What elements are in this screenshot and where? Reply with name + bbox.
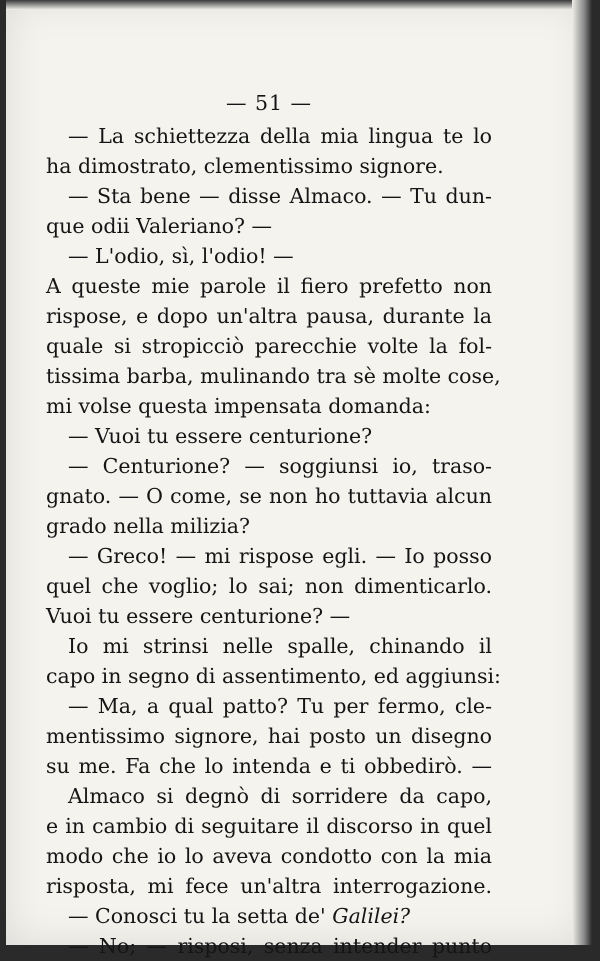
text-line-content: — Centurione? — soggiunsi io, traso- — [68, 454, 492, 478]
page-number: — 51 — — [225, 91, 313, 115]
text-line — [46, 691, 492, 721]
text-line-content: Almaco si degnò di sorridere da capo, — [68, 784, 492, 808]
text-line — [46, 391, 492, 421]
italic-word: Galilei? — [332, 904, 411, 928]
text-line-content: quel che voglio; lo sai; non dimenticarlo. — [46, 574, 492, 598]
text-line-content: — Sta bene — disse Almaco. — Tu dun- — [68, 184, 492, 208]
text-line-content: que odii Valeriano? — — [46, 214, 273, 238]
text-line-content: mentissimo signore, hai posto un disegno — [46, 724, 492, 748]
text-line — [46, 631, 492, 661]
text-line-content: gnato. — O come, se non ho tuttavia alcun — [46, 484, 492, 508]
text-line — [46, 181, 492, 211]
text-line — [46, 331, 492, 361]
text-line-content: su me. Fa che lo intenda e ti obbedirò. — — [46, 754, 492, 778]
text-line-content: modo che io lo aveva condotto con la mia — [46, 844, 492, 868]
text-line — [46, 481, 492, 511]
book-page — [6, 0, 586, 958]
page-text — [46, 85, 501, 961]
text-line — [46, 241, 492, 271]
text-line — [46, 751, 492, 781]
text-line-content: — Conosci tu la setta de' — [68, 904, 326, 928]
text-line — [46, 781, 492, 811]
text-line — [46, 211, 492, 241]
text-line-content: — No; — risposi, senza intender punto — [68, 934, 492, 958]
text-line-content: — La schiettezza della mia lingua te lo — [68, 124, 492, 148]
text-line — [46, 151, 492, 181]
text-line-content: risposta, mi fece un'altra interrogazione. — [46, 874, 492, 898]
text-line — [46, 541, 492, 571]
page-top-shadow — [6, 0, 586, 10]
text-line — [46, 871, 492, 901]
text-line — [46, 421, 492, 451]
text-line-content: quale si stropicciò parecchie volte la fol- — [46, 334, 492, 358]
text-line-content: A queste mie parole il fiero prefetto non — [46, 274, 492, 298]
text-line — [46, 271, 492, 301]
text-line-content: Vuoi tu essere centurione? — — [46, 604, 351, 628]
text-line-content: capo in segno di assentimento, ed aggiunsi: — [46, 664, 501, 688]
text-line — [46, 841, 492, 871]
text-line — [46, 931, 492, 961]
text-line — [46, 721, 492, 751]
text-line-content: Io mi strinsi nelle spalle, chinando il — [68, 634, 492, 658]
text-line-content: — Vuoi tu essere centurione? — [68, 424, 373, 448]
text-line — [46, 601, 492, 631]
text-line — [46, 901, 492, 931]
text-line — [46, 301, 492, 331]
text-lines — [46, 121, 501, 961]
text-line-content: — Ma, a qual patto? Tu per fermo, cle- — [68, 694, 492, 718]
text-line-content: grado nella milizia? — [46, 514, 250, 538]
page-right-edge — [572, 0, 592, 945]
text-line-content: mi volse questa impensata domanda: — [46, 394, 431, 418]
text-line — [46, 451, 492, 481]
text-line — [46, 361, 501, 391]
text-line — [46, 811, 492, 841]
text-line-content: e in cambio di seguitare il discorso in quel — [46, 814, 492, 838]
text-line — [46, 661, 501, 691]
text-line — [46, 571, 492, 601]
text-line — [46, 121, 492, 151]
text-line-content: rispose, e dopo un'altra pausa, durante la — [46, 304, 492, 328]
text-line-content: tissima barba, mulinando tra sè molte cose, — [46, 364, 501, 388]
text-line-content: — L'odio, sì, l'odio! — — [68, 244, 294, 268]
text-line — [46, 511, 492, 541]
text-line-content: — Greco! — mi rispose egli. — Io posso — [68, 544, 492, 568]
text-line-content: ha dimostrato, clementissimo signore. — [46, 154, 444, 178]
